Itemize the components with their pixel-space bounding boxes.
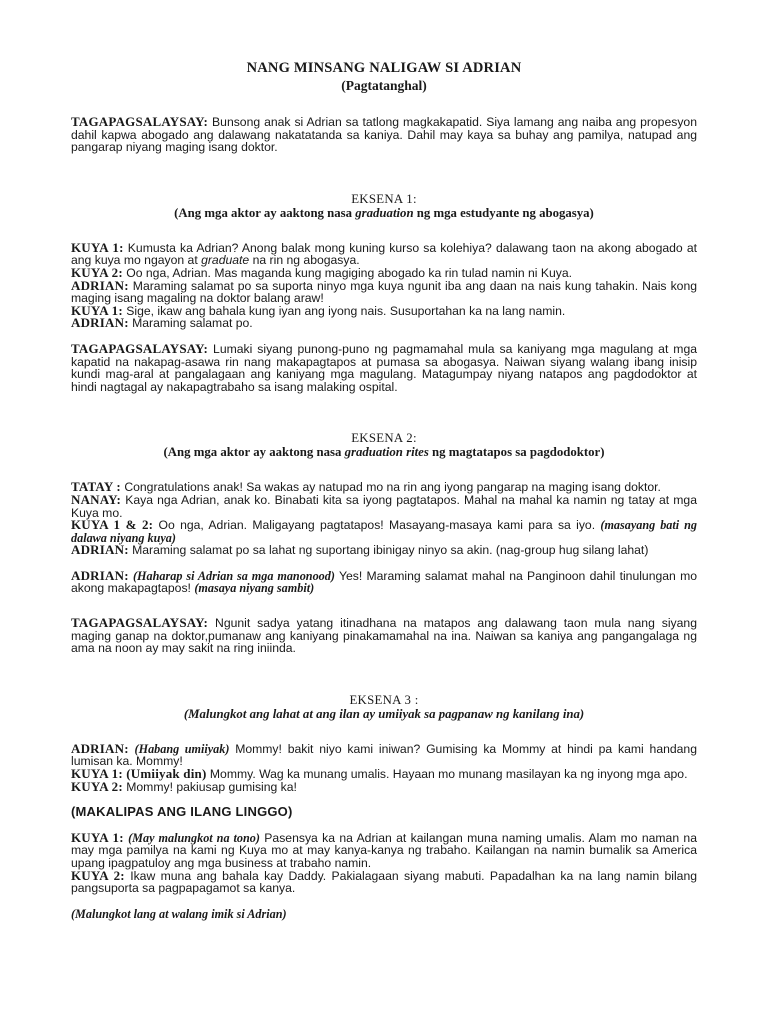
speaker-label: KUYA 1: <box>71 239 124 255</box>
scene-description <box>71 445 697 459</box>
narration-text: Bunsong anak si Adrian sa tatlong magkakapatid. Siya lamang ang naiba ang propesyon dahil kapwa abogado ang dalawang nakatatanda sa kaniya. Dahil may kaya sa buhay ang pamilya, natupad ang pangarap niyang maging isang doktor. <box>71 115 697 155</box>
stage-direction: (Habang umiiyak) <box>134 741 230 756</box>
dialogue-text: Maraming salamat po sa lahat ng suportang ibinigay ninyo sa akin. (nag-group hug silang lahat) <box>132 543 649 558</box>
speaker-label: NANAY: <box>71 491 122 507</box>
dialogue-line <box>71 829 697 870</box>
page-subtitle: (Pagtatanghal) <box>341 78 427 93</box>
dialogue-text: Maraming salamat po. <box>132 316 253 331</box>
scene-3-dialogue <box>71 740 697 921</box>
narration-paragraph-1 <box>71 116 697 154</box>
narration-paragraph-3 <box>71 617 697 655</box>
scene-2-heading <box>71 431 697 459</box>
speaker-label: ADRIAN: <box>71 740 129 756</box>
dialogue-text: Sige, ikaw ang bahala kung iyan ang iyong nais. Susuportahan ka na lang namin. <box>126 303 566 318</box>
speaker-label: ADRIAN: <box>71 567 129 583</box>
dialogue-text: na rin ng abogasya. <box>249 253 360 268</box>
scene-description <box>71 707 697 721</box>
dialogue-text: Mommy! bakit niyo kami iniwan? Gumising ka Mommy at hindi pa kami handang lumisan ka. Mommy! <box>71 741 697 769</box>
scene-desc-italic: graduation <box>355 205 414 220</box>
speaker-label: ADRIAN: <box>71 542 129 558</box>
dialogue-line <box>71 317 697 330</box>
scene-1-dialogue <box>71 239 698 331</box>
scene-desc-part: (Ang mga aktor ay aaktong nasa <box>163 445 345 460</box>
speaker-label: TAGAPAGSALAYSAY: <box>71 114 209 129</box>
speaker-label: KUYA 1: <box>71 766 123 782</box>
dialogue-line <box>71 867 697 896</box>
scene-desc-part: ng magtatapos sa pagdodoktor) <box>428 445 605 460</box>
dialogue-line <box>71 567 697 596</box>
dialogue-text: Oo nga, Adrian. Mas maganda kung magiging abogado ka rin tulad namin ni Kuya. <box>126 265 573 280</box>
speaker-label: KUYA 1: <box>71 829 124 845</box>
time-skip-note: (MAKALIPAS ANG ILANG LINGGO) <box>71 804 293 820</box>
narration-paragraph-2 <box>71 340 697 394</box>
dialogue-line <box>71 519 697 544</box>
dialogue-text: Congratulations anak! Sa wakas ay natupad mo na rin ang iyong pangarap na maging isang doktor. <box>124 480 661 495</box>
scene-desc-italic: (Malungkot ang lahat at ang ilan ay umiiyak sa pagpanaw ng kanilang ina) <box>183 706 585 721</box>
dialogue-line <box>71 491 697 520</box>
dialogue-line <box>71 239 698 268</box>
narration-text: Ngunit sadya yatang itinadhana na matapos ang dalawang taon mula nang siyang maging ganap na doktor,pumanaw ang kaniyang pinakamamahal na ina. Naiwan sa kaniya ang pangangalaga ng ama na noon ay may sakit na ring iniinda. <box>71 616 697 656</box>
speaker-label: ADRIAN: <box>71 277 129 293</box>
speaker-label: ADRIAN: <box>71 315 129 331</box>
speaker-label: TAGAPAGSALAYSAY: <box>71 615 209 631</box>
scene-number: EKSENA 3 : <box>349 692 419 707</box>
stage-direction: (May malungkot na tono) <box>128 830 260 845</box>
dialogue-text: Ikaw muna ang bahala kay Daddy. Pakialagaan siyang mabuti. Papadalhan ka na lang namin bilang pangsuporta sa pagpapagamot sa kanya. <box>71 868 697 896</box>
stage-direction: (masaya niyang sambit) <box>194 581 315 596</box>
scene-desc-part: (Ang mga aktor ay aaktong nasa <box>174 205 356 220</box>
dialogue-text: Mommy! pakiusap gumising ka! <box>126 779 297 794</box>
scene-number: EKSENA 2: <box>351 431 417 446</box>
dialogue-text: Pasensya ka na Adrian at kailangan muna naming umalis. Alam mo naman na may mga pamilya na kami ng Kuya mo at may kanya-kanya ng trabaho. Kailangan na namin bumalik sa America upang ipagpatuloy ang mga business at trabaho namin. <box>71 830 697 870</box>
scene-1-heading <box>71 192 697 220</box>
scene-desc-part: ng mga estudyante ng abogasya) <box>413 205 594 220</box>
speaker-label: KUYA 2: <box>71 778 123 794</box>
dialogue-text: Yes! Maraming salamat mahal na Panginoon dahil tinulungan mo akong makapagtapos! <box>71 568 697 596</box>
dialogue-line <box>71 277 698 306</box>
stage-direction: (Haharap si Adrian sa mga manonood) <box>132 568 335 583</box>
speaker-label: KUYA 1: <box>71 302 123 318</box>
dialogue-text: Kumusta ka Adrian? Anong balak mong kuning kurso sa kolehiya? dalawang taon na akong abogado at ang kuya mo ngayon at <box>71 240 698 268</box>
scene-3-heading <box>71 693 697 721</box>
speaker-label: TAGAPAGSALAYSAY: <box>71 340 209 356</box>
dialogue-line <box>71 544 697 557</box>
speaker-label: KUYA 1 & 2: <box>71 517 154 533</box>
scene-description <box>71 206 697 220</box>
scene-desc-italic: graduation rites <box>344 445 429 460</box>
scene-2-dialogue <box>71 481 697 595</box>
closing-stage-direction: (Malungkot lang at walang imik si Adrian) <box>71 906 287 921</box>
dialogue-text: Mommy. Wag ka munang umalis. Hayaan mo munang masilayan ka ng inyong mga apo. <box>206 767 688 782</box>
speaker-label: KUYA 2: <box>71 867 125 883</box>
scene-number: EKSENA 1: <box>351 191 417 206</box>
speaker-label: TATAY : <box>71 479 121 495</box>
dialogue-italic: graduate <box>201 253 250 268</box>
document-body <box>71 60 697 920</box>
dialogue-line <box>71 740 697 769</box>
dialogue-text: Oo nga, Adrian. Maligayang pagtatapos! Masayang-masaya kami para sa iyo. <box>158 518 601 533</box>
stage-direction: (Umiiyak din) <box>126 766 207 782</box>
dialogue-text: Maraming salamat po sa suporta ninyo mga kuya ngunit iba ang daan na nais kung tahakin. Nais kong maging isang magaling na doktor balang araw! <box>71 278 698 306</box>
dialogue-text: Kaya nga Adrian, anak ko. Binabati kita sa iyong pagtatapos. Mahal na mahal ka namin ng tatay at mga Kuya mo. <box>71 492 697 520</box>
speaker-label: KUYA 2: <box>71 264 123 280</box>
page-title: NANG MINSANG NALIGAW SI ADRIAN <box>246 60 522 76</box>
stage-direction: (masayang bati ng dalawa niyang kuya) <box>71 518 697 545</box>
narration-text: Lumaki siyang punong-puno ng pagmamahal mula sa kaniyang mga magulang at mga kapatid na nakapag-asawa rin nang makapagtapos at pumasa sa abogasya. Naiwan siyang walang ibang inisip kundi mag-aral at pangalagaan ang kaniyang mga magulang. Matagumpay niyang natapos ang pagdodoktor at hindi nagtagal ay nakapagtrabaho sa isang malaking ospital. <box>71 341 697 394</box>
dialogue-line <box>71 778 697 794</box>
